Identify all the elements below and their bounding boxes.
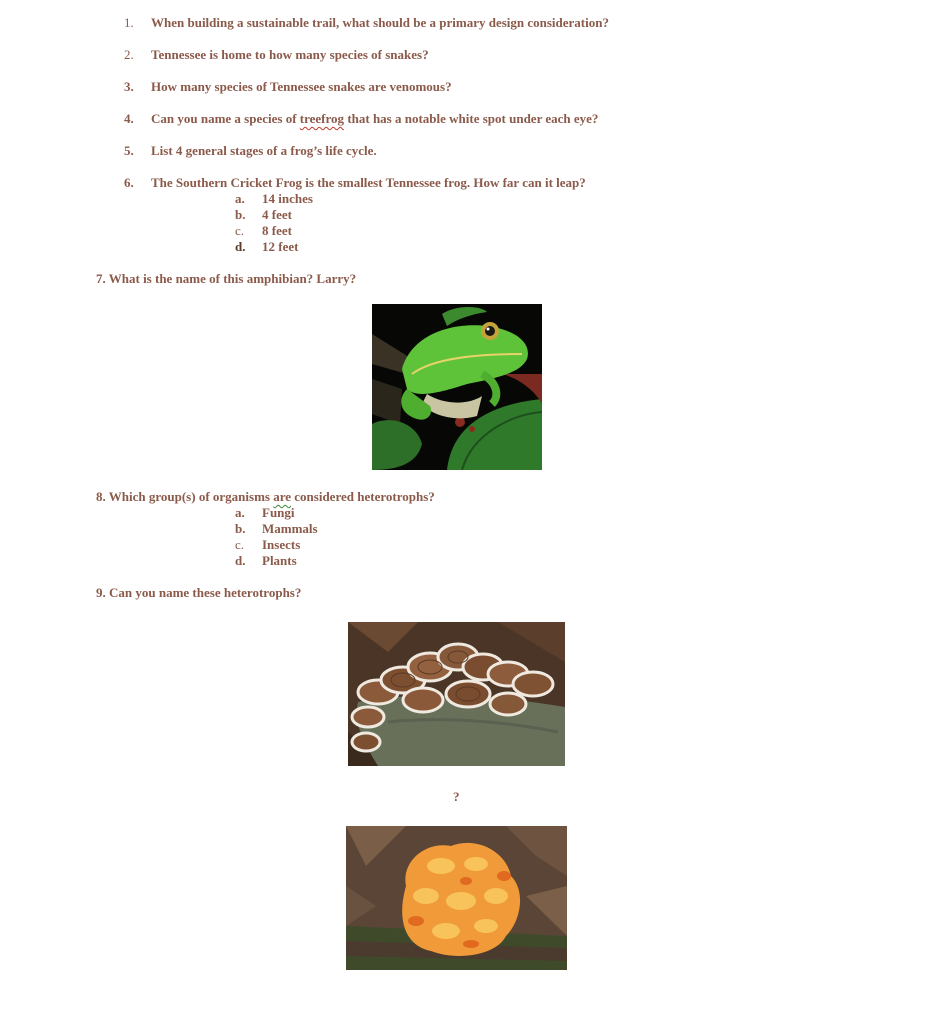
option-letter: a.	[235, 505, 245, 520]
option-letter: d.	[235, 553, 246, 568]
question-number: 4.	[124, 111, 134, 126]
question-text-part: that has a notable white spot under each eye?	[344, 111, 599, 126]
option-letter: d.	[235, 239, 246, 254]
option-letter: b.	[235, 521, 246, 536]
chicken-of-the-woods-fungus-photo	[346, 826, 567, 970]
question-text-part: Can you name a species of	[151, 111, 300, 126]
option-text: 4 feet	[262, 207, 292, 222]
option-letter: c.	[235, 537, 245, 552]
option-text: Plants	[262, 553, 297, 568]
question-text: How many species of Tennessee snakes are venomous?	[151, 79, 452, 94]
question-number: 6.	[124, 175, 134, 190]
question-number: 5.	[124, 143, 134, 158]
question-text: The Southern Cricket Frog is the smallest Tennessee frog. How far can it leap?	[151, 175, 586, 190]
question-9-text: 9. Can you name these heterotrophs?	[96, 585, 302, 600]
question-text: List 4 general stages of a frog’s life cycle.	[151, 143, 377, 158]
frog-photo	[372, 304, 542, 470]
option-text: Insects	[262, 537, 301, 552]
grammar-flag-word[interactable]: are	[273, 489, 292, 504]
question-text	[151, 111, 598, 127]
question-text: Tennessee is home to how many species of snakes?	[151, 47, 429, 62]
question-mark: ?	[453, 789, 460, 804]
option-letter: b.	[235, 207, 246, 222]
turkey-tail-fungus-photo	[348, 622, 565, 766]
option-text: 14 inches	[262, 191, 313, 206]
question-7-text: 7. What is the name of this amphibian? Larry?	[96, 271, 357, 286]
question-number: 3.	[124, 79, 134, 94]
option-text: 12 feet	[262, 239, 299, 254]
question-text: When building a sustainable trail, what should be a primary design consideration?	[151, 15, 609, 30]
question-text-part: 8. Which group(s) of organisms	[96, 489, 274, 504]
option-text: 8 feet	[262, 223, 292, 238]
question-number: 2.	[124, 47, 134, 62]
question-number: 1.	[124, 15, 134, 30]
option-text: Mammals	[262, 521, 318, 536]
question-8-text	[96, 489, 435, 505]
option-letter: a.	[235, 191, 245, 206]
spelling-flag-word[interactable]: treefrog	[299, 111, 345, 126]
option-letter: c.	[235, 223, 245, 238]
option-text: Fungi	[262, 505, 295, 520]
question-text-part: considered heterotrophs?	[291, 489, 435, 504]
